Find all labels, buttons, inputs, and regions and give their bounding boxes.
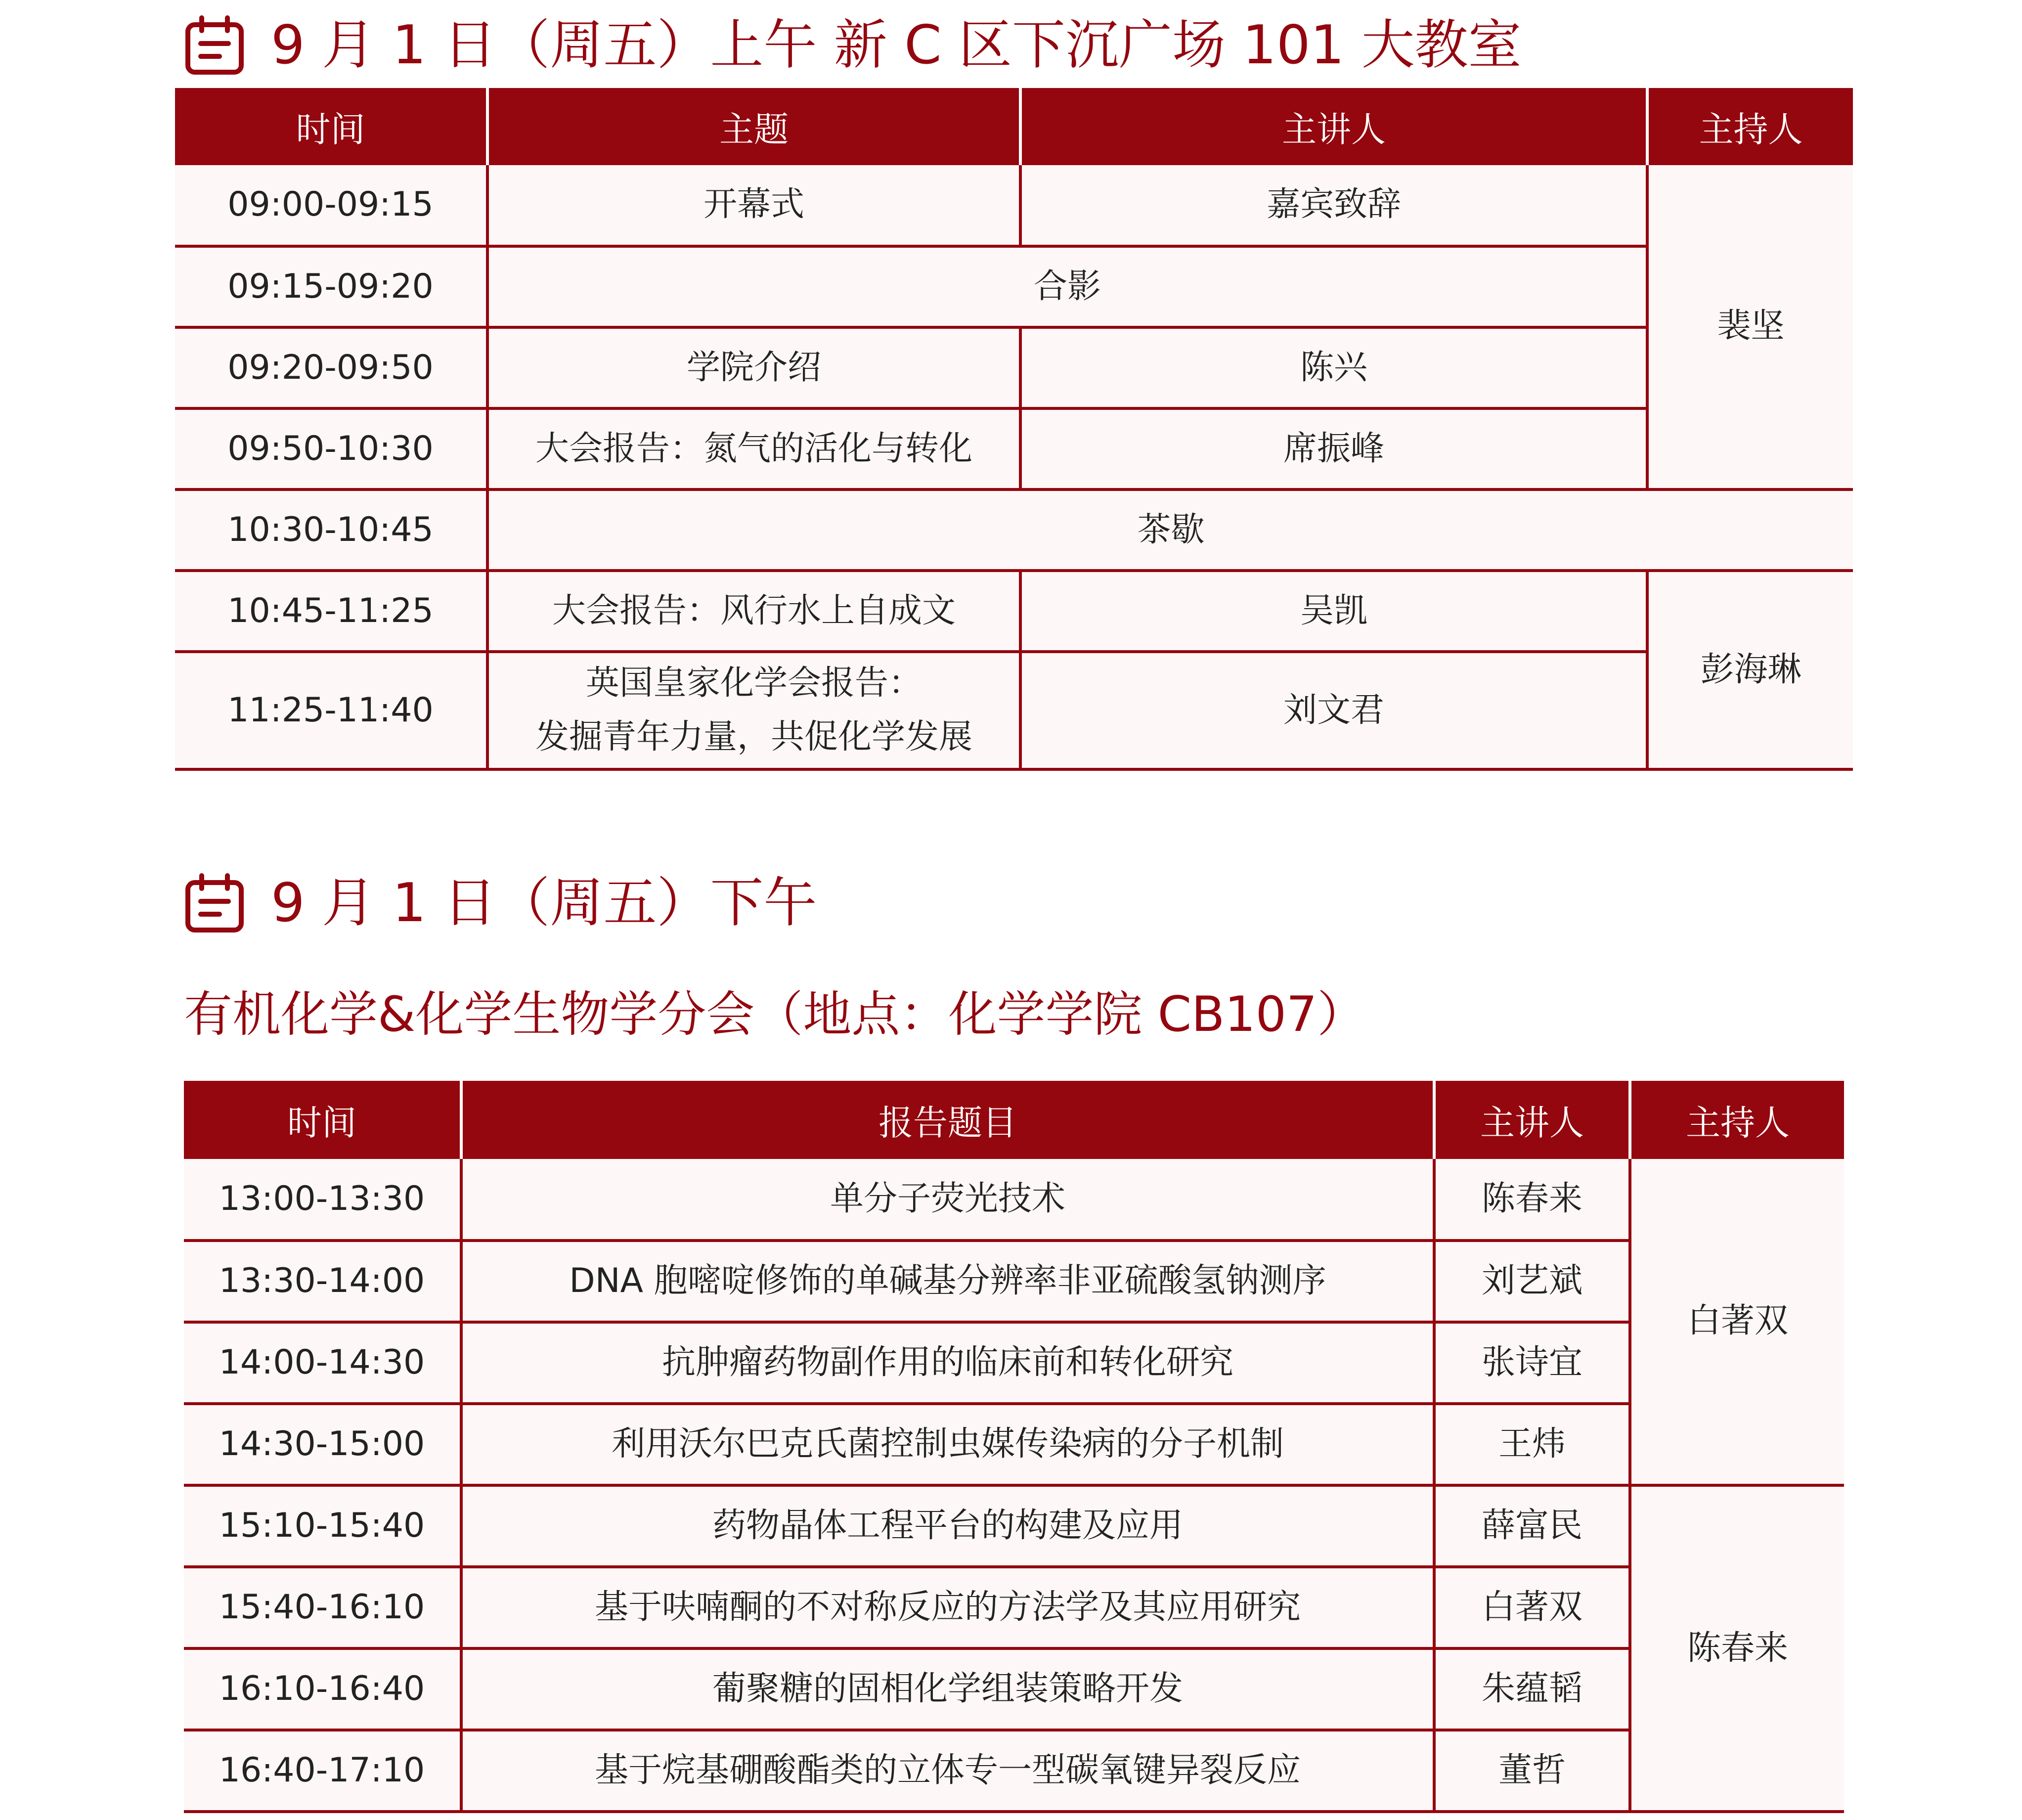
time-cell: 10:45-11:25 — [175, 571, 487, 652]
table-row — [175, 408, 1853, 489]
time-cell: 09:15-09:20 — [175, 246, 487, 327]
speaker-cell: 董哲 — [1434, 1730, 1630, 1812]
topic-line-1: 英国皇家化学会报告： — [585, 664, 922, 703]
time-cell: 14:00-14:30 — [184, 1322, 461, 1404]
time-cell: 14:30-15:00 — [184, 1404, 461, 1485]
header-speaker: 主讲人 — [1020, 88, 1647, 165]
section2-heading — [184, 873, 817, 934]
topic-cell: 单分子荧光技术 — [461, 1159, 1434, 1241]
host-cell: 彭海琳 — [1647, 571, 1853, 769]
speaker-cell: 吴凯 — [1020, 571, 1647, 652]
time-cell: 15:10-15:40 — [184, 1485, 461, 1567]
table-row — [175, 246, 1853, 327]
table-row — [175, 652, 1853, 769]
header-host: 主持人 — [1647, 88, 1853, 165]
section1-heading — [184, 15, 1522, 76]
speaker-cell: 张诗宜 — [1434, 1322, 1630, 1404]
table-row — [175, 165, 1853, 246]
topic-cell: 葡聚糖的固相化学组装策略开发 — [461, 1648, 1434, 1730]
section1-title: 9 月 1 日（周五）上午 新 C 区下沉广场 101 大教室 — [271, 14, 1522, 76]
topic-cell — [487, 652, 1020, 769]
time-cell: 15:40-16:10 — [184, 1567, 461, 1648]
speaker-cell: 王炜 — [1434, 1404, 1630, 1485]
table-row — [175, 571, 1853, 652]
time-cell: 11:25-11:40 — [175, 652, 487, 769]
table-row — [184, 1159, 1844, 1241]
table-row — [184, 1485, 1844, 1567]
table-row — [175, 327, 1853, 408]
afternoon-schedule-table — [184, 1081, 1844, 1813]
speaker-cell: 朱蕴韬 — [1434, 1648, 1630, 1730]
table-row — [184, 1241, 1844, 1322]
speaker-cell: 陈兴 — [1020, 327, 1647, 408]
host-cell: 陈春来 — [1630, 1485, 1844, 1812]
time-cell: 09:50-10:30 — [175, 408, 487, 489]
topic-cell: DNA 胞嘧啶修饰的单碱基分辨率非亚硫酸氢钠测序 — [461, 1241, 1434, 1322]
speaker-cell: 白著双 — [1434, 1567, 1630, 1648]
topic-cell: 抗肿瘤药物副作用的临床前和转化研究 — [461, 1322, 1434, 1404]
time-cell: 16:40-17:10 — [184, 1730, 461, 1812]
time-cell: 09:20-09:50 — [175, 327, 487, 408]
speaker-cell: 薛富民 — [1434, 1485, 1630, 1567]
header-topic: 报告题目 — [461, 1081, 1434, 1159]
topic-cell: 利用沃尔巴克氏菌控制虫媒传染病的分子机制 — [461, 1404, 1434, 1485]
section2-subtitle: 有机化学&化学生物学分会（地点：化学学院 CB107） — [184, 986, 1366, 1043]
morning-schedule-table — [175, 88, 1853, 771]
topic-cell: 大会报告：风行水上自成文 — [487, 571, 1020, 652]
section2-title: 9 月 1 日（周五）下午 — [271, 872, 817, 934]
table-row — [184, 1730, 1844, 1812]
time-cell: 13:30-14:00 — [184, 1241, 461, 1322]
table-row — [184, 1567, 1844, 1648]
topic-cell: 药物晶体工程平台的构建及应用 — [461, 1485, 1434, 1567]
time-cell: 09:00-09:15 — [175, 165, 487, 246]
topic-line-2: 发掘青年力量，共促化学发展 — [535, 717, 972, 756]
table-row — [184, 1648, 1844, 1730]
speaker-cell: 陈春来 — [1434, 1159, 1630, 1241]
speaker-cell: 嘉宾致辞 — [1020, 165, 1647, 246]
topic-cell: 合影 — [487, 246, 1647, 327]
topic-cell: 大会报告：氮气的活化与转化 — [487, 408, 1020, 489]
table-row — [175, 489, 1853, 571]
host-cell: 白著双 — [1630, 1159, 1844, 1485]
time-cell: 16:10-16:40 — [184, 1648, 461, 1730]
time-cell: 13:00-13:30 — [184, 1159, 461, 1241]
host-cell: 裴坚 — [1647, 165, 1853, 489]
topic-cell: 学院介绍 — [487, 327, 1020, 408]
table-row — [184, 1404, 1844, 1485]
speaker-cell: 席振峰 — [1020, 408, 1647, 489]
table-header-row — [175, 88, 1853, 165]
calendar-icon — [184, 15, 245, 76]
speaker-cell: 刘文君 — [1020, 652, 1647, 769]
topic-cell: 茶歇 — [487, 489, 1853, 571]
calendar-icon — [184, 873, 245, 934]
header-topic: 主题 — [487, 88, 1020, 165]
topic-cell: 开幕式 — [487, 165, 1020, 246]
topic-cell: 基于呋喃酮的不对称反应的方法学及其应用研究 — [461, 1567, 1434, 1648]
header-host: 主持人 — [1630, 1081, 1844, 1159]
time-cell: 10:30-10:45 — [175, 489, 487, 571]
header-speaker: 主讲人 — [1434, 1081, 1630, 1159]
header-time: 时间 — [184, 1081, 461, 1159]
table-row — [184, 1322, 1844, 1404]
table-header-row — [184, 1081, 1844, 1159]
topic-cell: 基于烷基硼酸酯类的立体专一型碳氧键异裂反应 — [461, 1730, 1434, 1812]
speaker-cell: 刘艺斌 — [1434, 1241, 1630, 1322]
header-time: 时间 — [175, 88, 487, 165]
